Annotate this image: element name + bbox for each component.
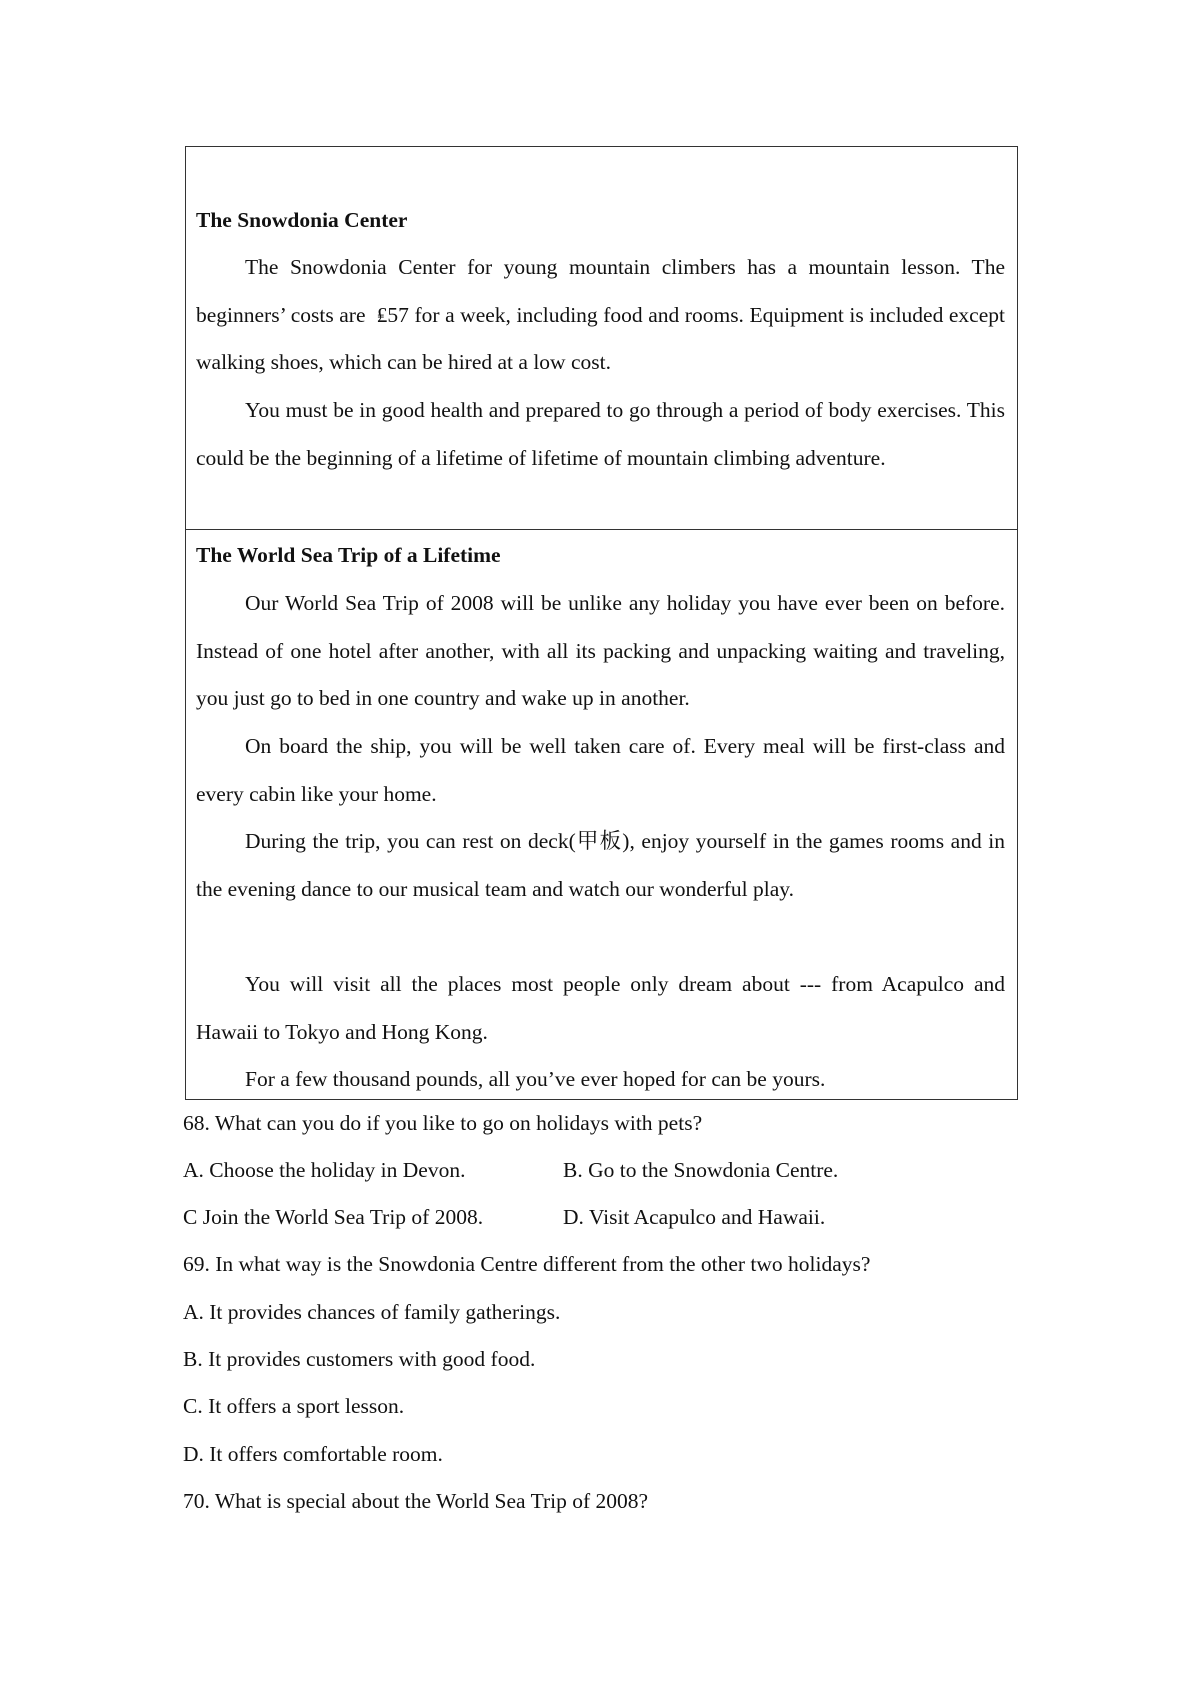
question-68-option-a: A. Choose the holiday in Devon. <box>183 1158 466 1182</box>
snowdonia-box <box>185 146 1018 530</box>
question-69-stem: 69. In what way is the Snowdonia Centre different from the other two holidays? <box>183 1252 871 1276</box>
sea-trip-paragraph-3: During the trip, you can rest on deck(甲板), enjoy yourself in the games rooms and in the evening dance to our musical team and watch our wonderful play. <box>196 829 1005 901</box>
sea-trip-paragraph-1: Our World Sea Trip of 2008 will be unlike any holiday you have ever been on before. Instead of one hotel after another, with all its packing and unpacking waiting and traveling, you just go to bed in one country and wake up in another. <box>196 591 1005 710</box>
question-68-option-b: B. Go to the Snowdonia Centre. <box>563 1158 839 1182</box>
sea-trip-paragraph-5: For a few thousand pounds, all you’ve ever hoped for can be yours. <box>245 1067 826 1091</box>
question-69-option-d: D. It offers comfortable room. <box>183 1442 443 1466</box>
question-69-option-b: B. It provides customers with good food. <box>183 1347 536 1371</box>
sea-trip-title: The World Sea Trip of a Lifetime <box>196 543 501 567</box>
question-68-option-d: D. Visit Acapulco and Hawaii. <box>563 1205 826 1229</box>
question-69-option-c: C. It offers a sport lesson. <box>183 1394 405 1418</box>
snowdonia-paragraph-1: The Snowdonia Center for young mountain climbers has a mountain lesson. The beginners’ costs are ₤57 for a week, including food and rooms. Equipment is included except walking shoes, which can be hired at a low cost. <box>196 255 1005 374</box>
question-69-option-a: A. It provides chances of family gatherings. <box>183 1300 561 1324</box>
question-68-option-c: C Join the World Sea Trip of 2008. <box>183 1205 484 1229</box>
question-68-stem: 68. What can you do if you like to go on holidays with pets? <box>183 1111 703 1135</box>
sea-trip-box <box>185 529 1018 1100</box>
sea-trip-paragraph-4: You will visit all the places most people only dream about --- from Acapulco and Hawaii to Tokyo and Hong Kong. <box>196 972 1005 1044</box>
sea-trip-paragraph-2: On board the ship, you will be well taken care of. Every meal will be first-class and every cabin like your home. <box>196 734 1005 806</box>
snowdonia-paragraph-2: You must be in good health and prepared to go through a period of body exercises. This could be the beginning of a lifetime of lifetime of mountain climbing adventure. <box>196 398 1005 470</box>
question-70-stem: 70. What is special about the World Sea Trip of 2008? <box>183 1489 649 1513</box>
snowdonia-title: The Snowdonia Center <box>196 208 408 232</box>
